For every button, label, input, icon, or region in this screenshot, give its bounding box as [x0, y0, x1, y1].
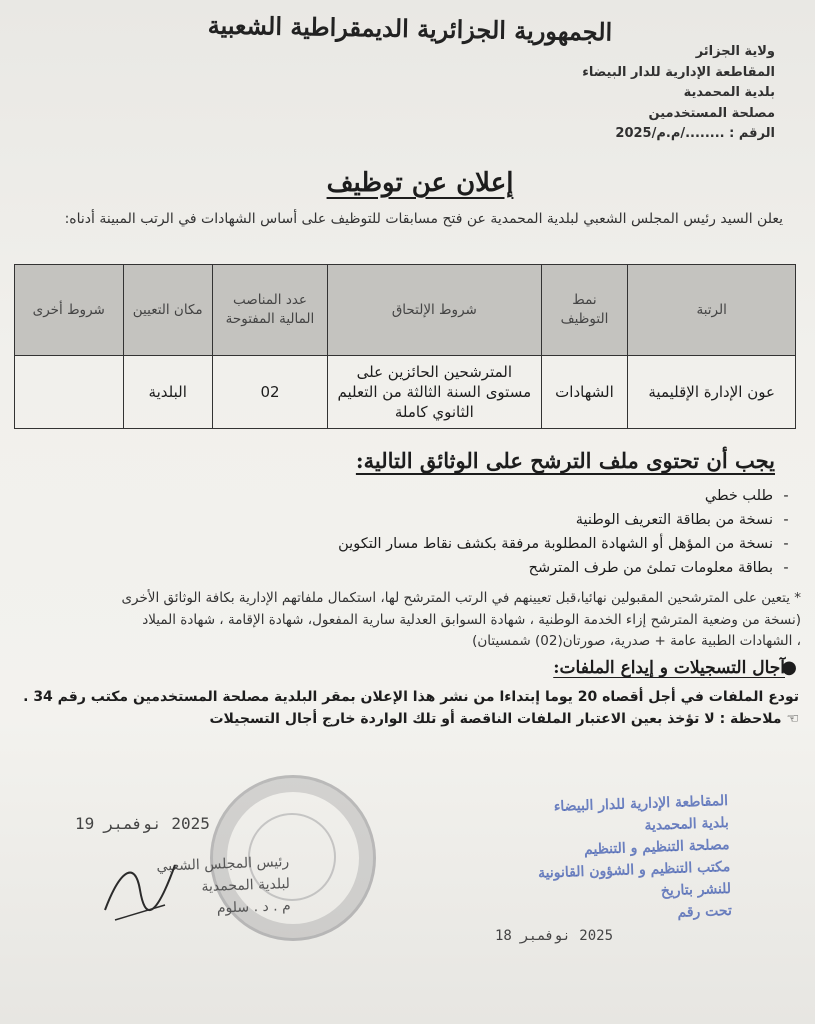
wilaya-line: ولاية الجزائر: [695, 44, 775, 59]
deadline-line-1: تودع الملفات في أجل أقصاه 20 يوما إبتداءا من نشر هذا الإعلان بمقر البلدية مصلحة المستخدمين مكتب رقم 34 .: [23, 689, 799, 705]
stamp-date: 2025 نوفمبر 18: [495, 928, 614, 944]
republic-heading: الجمهورية الجزائرية الديمقراطية الشعبية: [207, 10, 613, 47]
header-open-positions: عدد المناصب المالية المفتوحة: [212, 265, 327, 356]
issuer-block: [445, 42, 775, 145]
list-item: - طلب خطي: [199, 484, 799, 508]
list-item: - نسخة من المؤهل أو الشهادة المطلوبة مرفقة بكشف نقاط مسار التكوين: [199, 532, 799, 556]
cell-location: البلدية: [123, 356, 212, 429]
cell-recruitment-mode: الشهادات: [541, 356, 628, 429]
list-item: - بطاقة معلومات تملئ من طرف المترشح: [199, 556, 799, 580]
header-recruitment-mode: نمط التوظيف: [541, 265, 628, 356]
additional-documents-note: [11, 588, 801, 653]
stamp-line: مكتب التنظيم و الشؤون القانونية: [537, 858, 731, 882]
reference-number: الرقم : ......../م.م/2025: [615, 126, 775, 141]
header-conditions: شروط الإلتحاق: [328, 265, 542, 356]
signature-date: 2025 نوفمبر 19: [75, 814, 210, 833]
municipality-line: بلدية المحمدية: [683, 85, 775, 100]
table-row: [15, 356, 796, 429]
note-line-1: * يتعين على المترشحين المقبولين نهائيا،قبل تعيينهم في الرتب المترشح لها، استكمال ملفاتهم الإدارية بكافة الوثائق الأخرى: [121, 590, 801, 606]
district-line: المقاطعة الإدارية للدار البيضاء: [582, 64, 775, 80]
blue-publication-stamp: [438, 790, 732, 932]
stamp-line: مصلحة التنظيم و التنظيم: [583, 836, 730, 859]
deadline-text: [9, 686, 799, 730]
note-line-2: (نسخة من وضعية المترشح إزاء الخدمة الوطنية ، شهادة السوابق العدلية سارية المفعول، شهادة الإقامة ، شهادة الميلاد: [142, 611, 801, 628]
handwritten-signature: [95, 850, 185, 930]
cell-rank: عون الإدارة الإقليمية: [628, 356, 796, 429]
cell-conditions: المترشحين الحائزين على مستوى السنة الثالثة من التعليم الثانوي كاملة: [328, 356, 542, 429]
stamp-line: تحت رقم: [677, 902, 733, 921]
stamp-line: المقاطعة الإدارية للدار البيضاء: [553, 792, 729, 816]
cell-other-conditions: [15, 356, 124, 429]
department-line: مصلحة المستخدمين: [648, 105, 775, 121]
signatory-municipality: لبلدية المحمدية: [201, 875, 291, 896]
list-item: - نسخة من بطاقة التعريف الوطنية: [199, 508, 799, 532]
stamp-line: للنشر بتاريخ: [660, 880, 732, 900]
positions-table: [14, 264, 796, 429]
intro-paragraph: يعلن السيد رئيس المجلس الشعبي لبلدية المحمدية عن فتح مسابقات للتوظيف على أساس الشهادات في الرتب المبينة أدناه:: [64, 211, 783, 227]
header-rank: الرتبة: [628, 265, 796, 356]
signatory-title: رئيس المجلس الشعبي: [156, 854, 290, 875]
deadline-line-2: ☜ ملاحظة : لا تؤخذ بعين الاعتبار الملفات الناقصة أو تلك الواردة خارج أجال التسجيلات: [209, 711, 799, 727]
note-line-3: ، الشهادات الطبية عامة + صدرية، صورتان(02) شمسيتان): [472, 633, 801, 649]
deadline-heading: آجال التسجيلات و إيداع الملفات:: [553, 658, 785, 678]
header-location: مكان التعيين: [123, 265, 212, 356]
announcement-title: إعلان عن توظيف: [326, 168, 514, 198]
documents-list: [199, 484, 799, 580]
documents-heading: يجب أن تحتوى ملف الترشح على الوثائق التالية:: [355, 448, 775, 473]
stamp-line: بلدية المحمدية: [644, 814, 730, 834]
table-header-row: [15, 265, 796, 356]
cell-open-positions: 02: [212, 356, 327, 429]
bullet-icon: ●: [781, 657, 797, 678]
header-other-conditions: شروط أخرى: [15, 265, 124, 356]
signatory-name: م . د . سلوم: [216, 897, 291, 917]
